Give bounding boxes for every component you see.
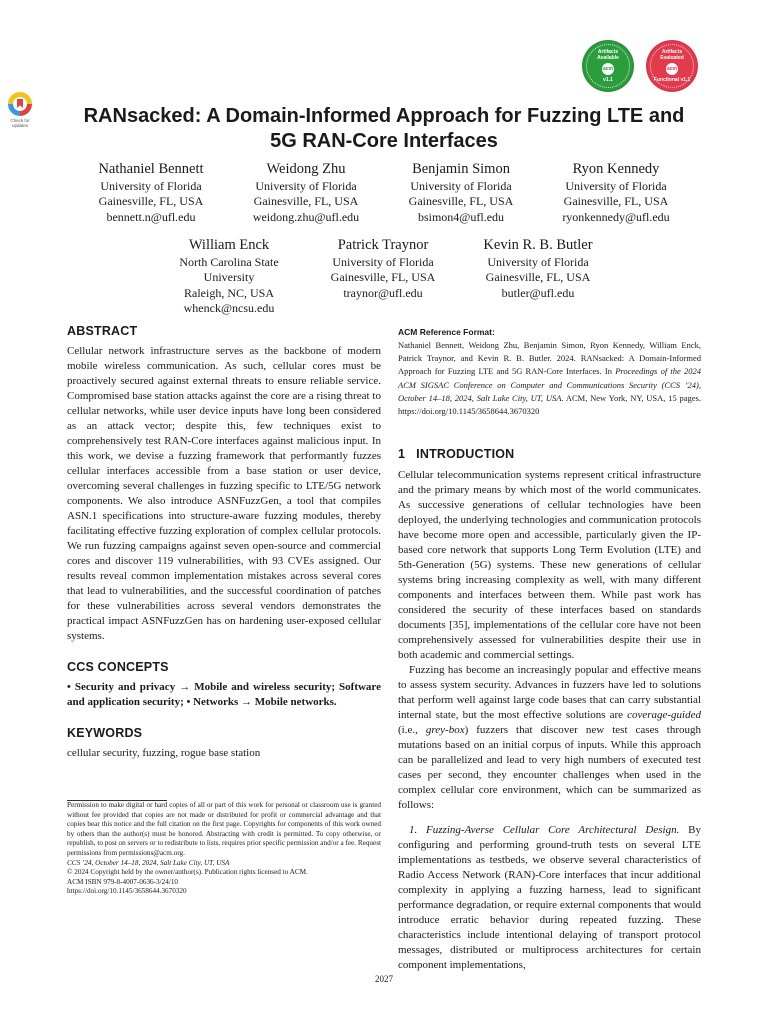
acm-reference-body [398,339,701,418]
author-block [231,161,381,225]
conference-line: CCS ’24, October 14–18, 2024, Salt Lake City, UT, USA [67,858,230,867]
author-location: Gainesville, FL, USA [98,194,204,209]
paragraph-text: (i.e., [398,724,426,736]
artifacts-evaluated-version: Functional v1.1 [653,77,691,83]
author-name: Kevin R. B. Butler [483,237,593,253]
acm-reference-proceedings: Proceedings of the 2024 ACM SIGSAC Conference on Computer and Communications Security (CCS ’24), October 14–18, 2024, Salt Lake City, UT, USA [398,366,701,403]
author-affiliation: University of Florida [100,179,202,193]
paragraph-text: Fuzzing has become an increasingly popular and effective means to assess system security. Advances in fuzzers have led to solutions that perform well against large code bases that can carry substantial internal state, but the most effective solutions are [398,664,701,721]
author-location: Gainesville, FL, USA [253,194,359,209]
author-email[interactable]: ryonkennedy@ufl.edu [562,209,670,224]
abstract-body: Cellular network infrastructure serves as the backbone of modern mobile wireless communication. As such, cellular cores must be proactively secured against external threats to ensure reliable service. Compromised base station attacks against the core are a rising threat to cellular networks, while user device inputs have long been considered as an attack vector; despite this, few techniques exist to comprehensively test RAN-Core interfaces against malicious input. In this work, we devise a fuzzing framework that performantly fuzzes cellular interfaces accessible from a base station or user device, overcoming several challenges in fuzzing specific to LTE/5G network components. We also introduce ASNFuzzGen, a tool that compiles ASN.1 specifications into structure-aware fuzzing modules, thereby facilitating effective fuzzing exploration of complex cellular protocols. We run fuzzing campaigns against seven open-source and commercial cores and discover 119 vulnerabilities, with 93 CVEs assigned. Our results reveal common implementation mistakes across several cores that lead to vulnerabilities, and the successful coordination of patches for these vulnerabilities across several vendors demonstrates the practical impact ASNFuzzGen has on hardening user-exposed cellular systems. [67,345,381,642]
introduction-section [398,446,701,973]
author-email[interactable]: whenck@ncsu.edu [183,300,275,315]
author-name: Benjamin Simon [412,161,510,177]
check-for-updates-icon [8,92,32,116]
paper-title-line-2: 5G RAN-Core Interfaces [270,130,498,152]
author-affiliation: University of Florida [255,179,357,193]
check-for-updates-label: Check for updates [10,118,30,128]
acm-reference-format [398,326,701,418]
author-affiliation: University of Florida [565,179,667,193]
author-location: Gainesville, FL, USA [485,270,591,285]
author-name: Weidong Zhu [266,161,346,177]
artifacts-evaluated-badge [646,40,698,92]
artifacts-available-label: Artifacts Available [597,49,619,61]
author-email[interactable]: bennett.n@ufl.edu [106,209,196,224]
emphasis-text: grey-box [425,724,465,736]
author-location: Gainesville, FL, USA [563,194,669,209]
introduction-paragraph-2 [398,663,701,813]
paragraph-text: ) fuzzers that discover new test cases through mutations based on an initial corpus of inputs. While this approach can be parallelized and lead to very high numbers of executed test cases per second, they encounter challenges when used in the complex cellular core environment, which can be summarized as follows: [398,724,701,811]
author-email[interactable]: bsimon4@ufl.edu [417,209,505,224]
emphasis-text: coverage-guided [627,709,701,721]
author-email[interactable]: butler@ufl.edu [501,285,575,300]
page-number: 2027 [375,974,393,984]
author-name: Patrick Traynor [337,237,429,253]
introduction-paragraph-3 [398,823,701,973]
acm-reference-heading: ACM Reference Format: [398,327,495,337]
author-block [76,161,226,225]
author-block [154,237,304,316]
artifacts-available-badge [582,40,634,92]
author-block [463,237,613,301]
ccs-concepts-body: • Security and privacy → Mobile and wireless security; Software and application security; • Networks → Mobile networks. [67,681,381,708]
author-affiliation: North Carolina State [179,255,279,269]
author-name: Nathaniel Bennett [98,161,204,177]
author-email[interactable]: weidong.zhu@ufl.edu [252,209,360,224]
author-block [541,161,691,225]
author-location: Raleigh, NC, USA [184,285,274,300]
author-affiliation: University of Florida [487,255,589,269]
acm-logo-icon: acm [666,63,678,75]
author-block [308,237,458,301]
paper-title [40,104,728,154]
author-affiliation: University [203,270,255,285]
permission-text: Permission to make digital or hard copies of all or part of this work for personal or classroom use is granted without fee provided that copies are not made or distributed for profit or commercial advantage and that copies bear this notice and the full citation on the first page. Copyrights for components of this work owned by others than the author(s) must be honored. Abstracting with credit is permitted. To copy otherwise, or republish, to post on servers or to redistribute to lists, requires prior specific permission and/or a fee. Request permissions from permissions@acm.org. [67,801,381,857]
author-email[interactable]: traynor@ufl.edu [343,285,423,300]
author-location: Gainesville, FL, USA [408,194,514,209]
artifacts-evaluated-label: Artifacts Evaluated [660,49,684,61]
introduction-paragraph-1: Cellular telecommunication systems represent critical infrastructure and the primary means by which most of the world communicates. As successive generations of cellular technologies have been deployed, the underlying technologies and communication protocols have become more open and accessible, particularly given the IP-based core network that supports Long Term Evolution (LTE) and 5th-Generation (5G) systems. These new generations of cellular systems bring increasing complexity as well, with many different components and interfaces between them. While past work has considered the security of these interfaces based on standards documents [35], implementations of the cellular core have not been comprehensively assessed for vulnerabilities despite their use in both academic and commercial settings. [398,469,701,661]
author-block [386,161,536,225]
acm-reference-authors: Nathaniel Bennett, Weidong Zhu, Benjamin Simon, Ryon Kennedy, William Enck, Patrick Traynor, and Kevin R. B. Butler. 2024. RANsacked: A Domain-Informed Approach for Fuzzing LTE and 5G RAN-Core Interfaces. In [398,340,701,377]
introduction-heading: 1 INTRODUCTION [398,447,515,461]
author-affiliation: University of Florida [410,179,512,193]
permission-footnote [67,801,381,897]
isbn-line: ACM ISBN 979-8-4007-0636-3/24/10 [67,877,179,886]
keywords-heading: KEYWORDS [67,726,143,740]
author-name: Ryon Kennedy [572,161,660,177]
left-column [67,323,381,761]
author-location: Gainesville, FL, USA [330,270,436,285]
acm-logo-icon: acm [602,63,614,75]
artifacts-available-version: v1.1 [603,77,613,83]
abstract-heading: ABSTRACT [67,324,138,338]
author-affiliation: University of Florida [332,255,434,269]
ccs-concepts-heading: CCS CONCEPTS [67,660,169,674]
keywords-body: cellular security, fuzzing, rogue base station [67,747,261,759]
doi-link[interactable]: https://doi.org/10.1145/3658644.3670320 [67,887,187,896]
author-name: William Enck [188,237,270,253]
challenge-heading: 1. Fuzzing-Averse Cellular Core Architectural Design. [409,824,680,836]
paper-title-line-1: RANsacked: A Domain-Informed Approach for Fuzzing LTE and [83,105,685,127]
copyright-line: © 2024 Copyright held by the owner/author(s). Publication rights licensed to ACM. [67,868,308,877]
paragraph-text: By configuring and performing ground-truth tests on several LTE implementations as testbeds, we observe several characteristics of Radio Access Network (RAN)-Core interfaces that incur additional complexity in applying a fuzzing harness, lead to significant performance degradation, or require external components that would introduce erratic behavior during repeated fuzzing. These characteristics include intentional delaying of transport protocol messages, distributed or multiprocess architectures for certain component implementations, [398,824,701,971]
acm-reference-publisher: . ACM, New York, NY, USA, 15 pages. https://doi.org/10.1145/3658644.3670320 [398,392,701,417]
check-for-updates-badge[interactable] [5,92,35,128]
